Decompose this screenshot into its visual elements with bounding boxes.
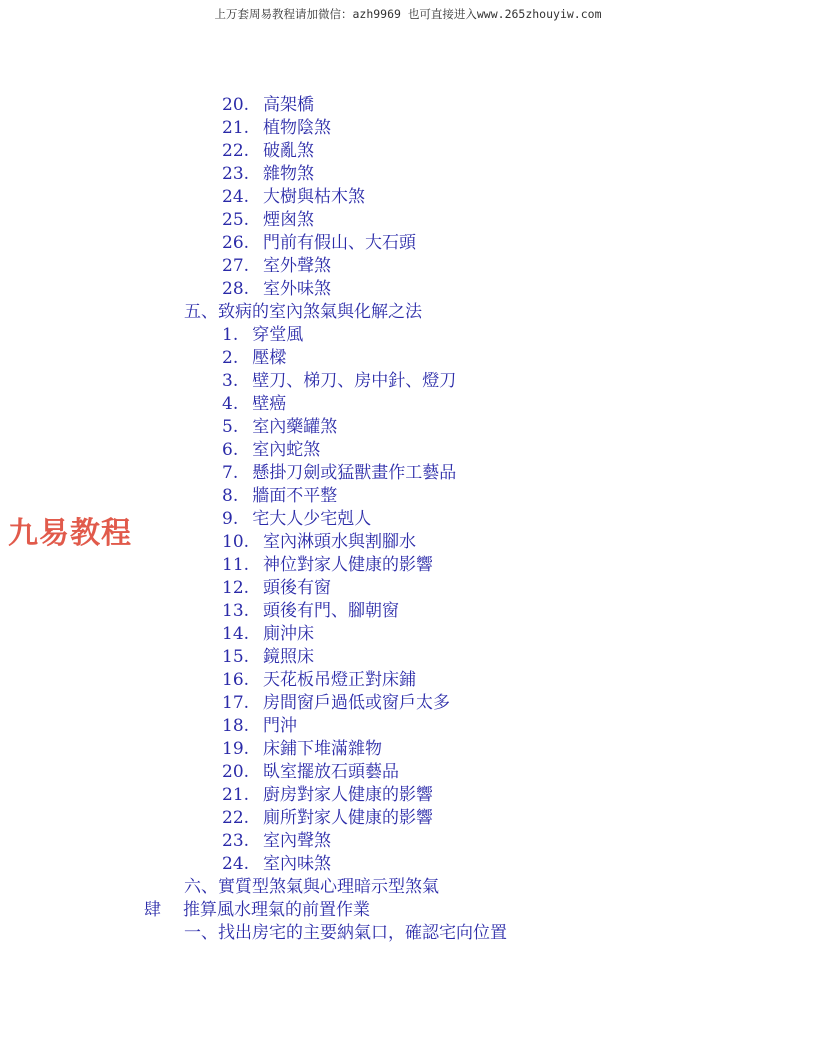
toc-entry-number: 20.	[222, 95, 250, 115]
toc-entry-number: 7.	[222, 463, 239, 483]
toc-entry-number: 24.	[222, 854, 250, 874]
toc-entry-number: 16.	[222, 670, 250, 690]
toc-entry-text: 找出房宅的主要納氣口，確認宅向位置	[218, 923, 507, 943]
toc-entry-number: 11.	[222, 555, 250, 575]
toc-entry-text: 房間窗戶過低或窗戶太多	[263, 693, 451, 713]
toc-entry	[222, 347, 286, 370]
toc-entry-text: 煙囪煞	[263, 210, 315, 230]
toc-entry	[222, 370, 456, 393]
toc-entry-number: 21.	[222, 118, 250, 138]
toc-entry	[184, 876, 439, 899]
toc-entry	[222, 232, 416, 255]
toc-entry	[222, 117, 331, 140]
toc-entry	[222, 186, 365, 209]
toc-entry	[222, 255, 331, 278]
toc-entry	[222, 324, 303, 347]
toc-entry-number: 肆	[144, 900, 161, 920]
toc-entry-number: 23.	[222, 164, 250, 184]
toc-entry-text: 室內淋頭水與割腳水	[263, 532, 417, 552]
toc-entry	[222, 623, 314, 646]
toc-entry-text: 壓樑	[252, 348, 287, 368]
toc-entry-number: 28.	[222, 279, 250, 299]
toc-entry-text: 室內蛇煞	[252, 440, 321, 460]
toc-entry-number: 22.	[222, 141, 250, 161]
toc-entry-number: 15.	[222, 647, 250, 667]
toc-entry-number: 13.	[222, 601, 250, 621]
toc-entry-text: 天花板吊燈正對床鋪	[263, 670, 417, 690]
toc-entry	[222, 853, 331, 876]
toc-entry-number: 20.	[222, 762, 250, 782]
toc-entry-number: 五、	[184, 302, 218, 322]
toc-entry	[222, 393, 286, 416]
toc-entry	[222, 140, 314, 163]
toc-entry-number: 27.	[222, 256, 250, 276]
toc-entry	[222, 692, 450, 715]
toc-entry	[222, 531, 416, 554]
toc-entry-number: 14.	[222, 624, 250, 644]
toc-entry-text: 壁癌	[252, 394, 287, 414]
toc-entry	[222, 669, 416, 692]
toc-entry-number: 9.	[222, 509, 239, 529]
toc-entry-text: 雜物煞	[263, 164, 315, 184]
toc-entry-number: 12.	[222, 578, 250, 598]
toc-entry-number: 26.	[222, 233, 250, 253]
toc-entry	[144, 899, 370, 922]
toc-entry	[222, 462, 456, 485]
toc-entry-number: 23.	[222, 831, 250, 851]
toc-entry-text: 室內藥罐煞	[252, 417, 338, 437]
toc-entry	[222, 508, 371, 531]
toc-entry-text: 門前有假山、大石頭	[263, 233, 417, 253]
toc-entry-text: 大樹與枯木煞	[263, 187, 366, 207]
toc-entry-text: 穿堂風	[252, 325, 304, 345]
toc-entry	[184, 922, 507, 945]
toc-entry	[222, 278, 331, 301]
toc-entry	[222, 439, 320, 462]
toc-entry-number: 18.	[222, 716, 250, 736]
toc-entry	[222, 807, 433, 830]
toc-entry	[222, 485, 337, 508]
toc-entry-text: 懸掛刀劍或猛獸畫作工藝品	[252, 463, 457, 483]
toc-entry	[184, 301, 422, 324]
toc-entry	[222, 554, 433, 577]
toc-entry-number: 17.	[222, 693, 250, 713]
toc-entry-number: 2.	[222, 348, 239, 368]
toc-entry	[222, 94, 314, 117]
toc-entry	[222, 784, 433, 807]
toc-entry-number: 19.	[222, 739, 250, 759]
toc-entry-text: 室外味煞	[263, 279, 332, 299]
toc-entry-text: 廚房對家人健康的影響	[263, 785, 434, 805]
toc-entry	[222, 600, 399, 623]
watermark-logo: 九易教程	[8, 516, 132, 551]
toc-entry-text: 室外聲煞	[263, 256, 332, 276]
toc-entry-text: 實質型煞氣與心理暗示型煞氣	[218, 877, 439, 897]
toc-entry-number: 8.	[222, 486, 239, 506]
toc-entry-number: 3.	[222, 371, 239, 391]
toc-entry-text: 頭後有窗	[263, 578, 332, 598]
page-header: 上万套周易教程请加微信：azh9969 也可直接进入www.265zhouyiw.com	[214, 7, 602, 21]
toc-entry-number: 24.	[222, 187, 250, 207]
toc-entry	[222, 761, 399, 784]
toc-entry-text: 室內聲煞	[263, 831, 332, 851]
toc-entry-number: 5.	[222, 417, 239, 437]
toc-entry-number: 22.	[222, 808, 250, 828]
toc-entry-text: 宅大人少宅剋人	[252, 509, 372, 529]
toc-entry	[222, 646, 314, 669]
toc-entry	[222, 715, 297, 738]
toc-entry-text: 床鋪下堆滿雜物	[263, 739, 383, 759]
toc-entry-text: 牆面不平整	[252, 486, 338, 506]
toc-entry-text: 神位對家人健康的影響	[263, 555, 434, 575]
toc-entry-text: 植物陰煞	[263, 118, 332, 138]
toc-entry-number: 4.	[222, 394, 239, 414]
toc-entry	[222, 209, 314, 232]
toc-entry	[222, 416, 337, 439]
toc-entry-text: 壁刀、梯刀、房中針、燈刀	[252, 371, 457, 391]
toc-entry	[222, 738, 382, 761]
toc-entry-text: 鏡照床	[263, 647, 315, 667]
toc-entry-number: 25.	[222, 210, 250, 230]
toc-entry-text: 門沖	[263, 716, 298, 736]
toc-entry-text: 廁所對家人健康的影響	[263, 808, 434, 828]
toc-entry	[222, 577, 331, 600]
toc-entry-text: 臥室擺放石頭藝品	[263, 762, 400, 782]
toc-entry	[222, 830, 331, 853]
toc-entry-text: 室內味煞	[263, 854, 332, 874]
toc-entry-text: 致病的室內煞氣與化解之法	[218, 302, 422, 322]
toc-entry-text: 頭後有門、腳朝窗	[263, 601, 400, 621]
toc-entry-number: 21.	[222, 785, 250, 805]
toc-entry-number: 一、	[184, 923, 218, 943]
toc-entry	[222, 163, 314, 186]
toc-entry-text: 廁沖床	[263, 624, 315, 644]
toc-entry-number: 6.	[222, 440, 239, 460]
toc-entry-text: 高架橋	[263, 95, 315, 115]
toc-entry-number: 1.	[222, 325, 239, 345]
toc-entry-text: 推算風水理氣的前置作業	[183, 900, 370, 920]
toc-entry-number: 六、	[184, 877, 218, 897]
toc-entry-text: 破亂煞	[263, 141, 315, 161]
toc-entry-number: 10.	[222, 532, 250, 552]
